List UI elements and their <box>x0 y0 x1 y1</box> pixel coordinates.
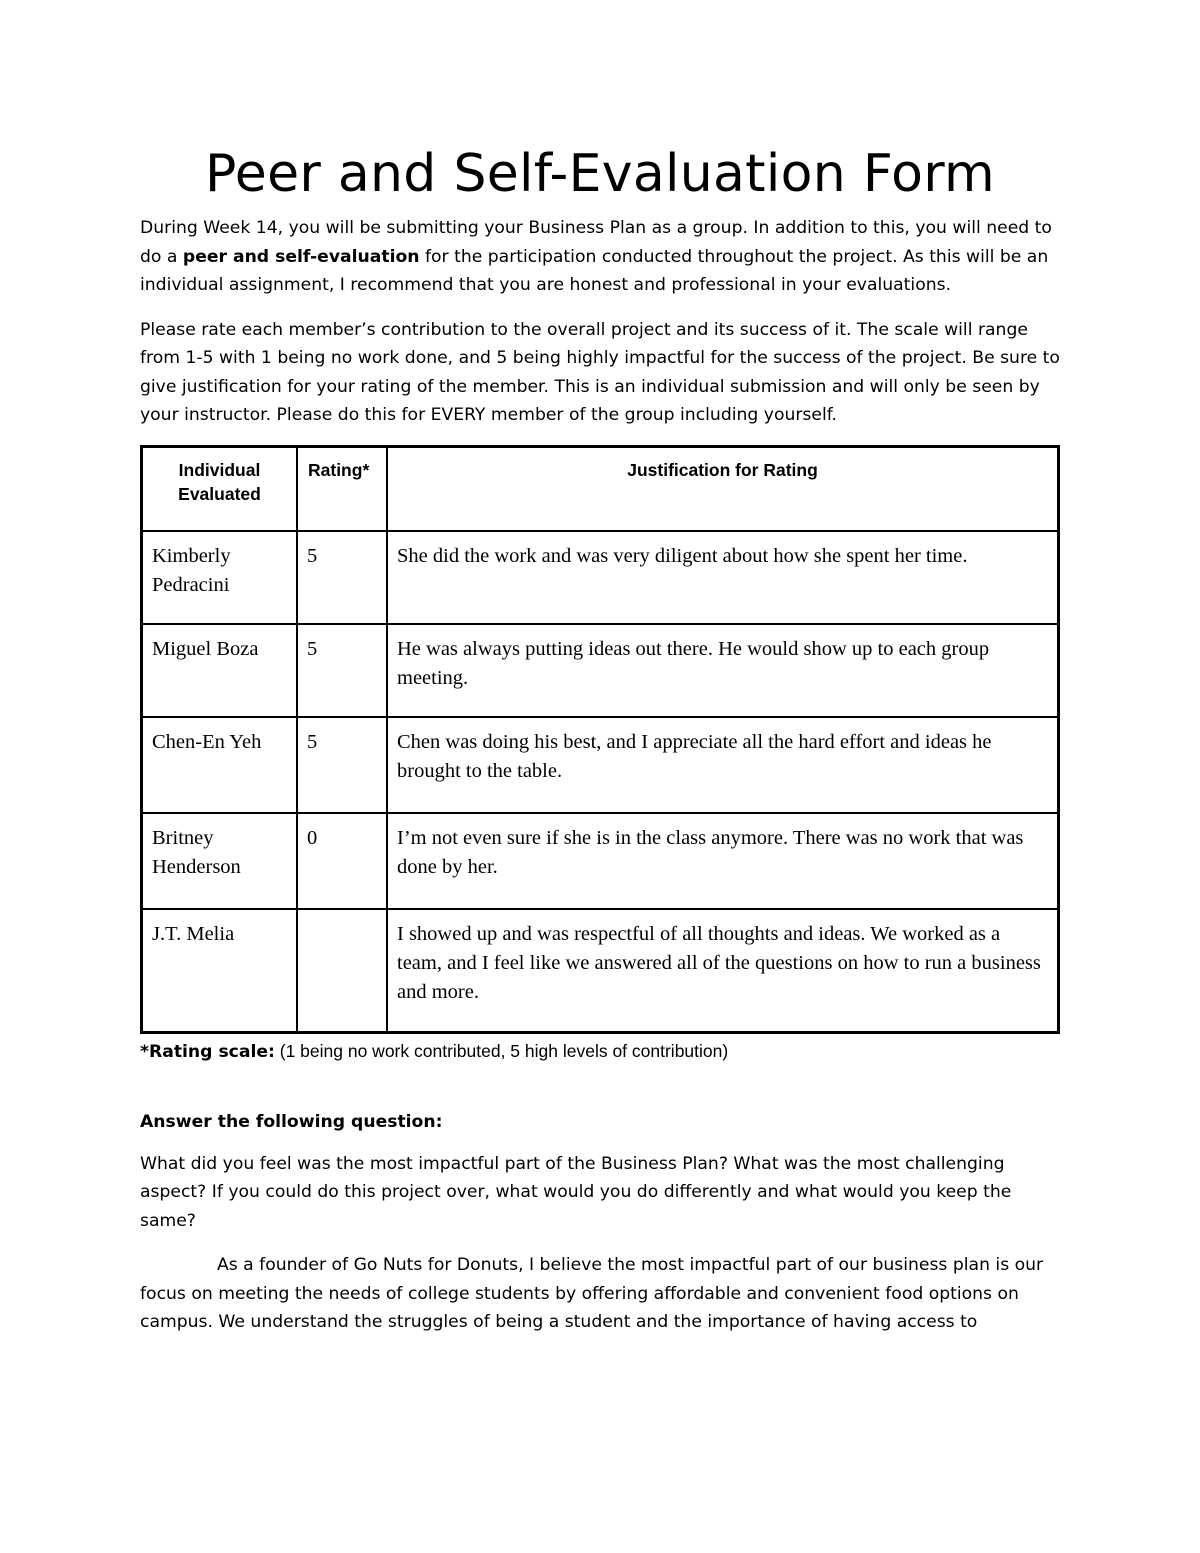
member-name: Miguel Boza <box>142 624 298 717</box>
header-justification: Justification for Rating <box>387 446 1059 531</box>
header-rating: Rating* <box>297 446 387 531</box>
member-name: J.T. Melia <box>142 909 298 1033</box>
intro-text-b: for the participation conducted throughout the project. As this will be an individual assignment, I recommend that you are honest and professional in your evaluations. <box>140 246 1049 295</box>
member-justification: Chen was doing his best, and I appreciate all the hard effort and ideas he brought to the table. <box>387 717 1059 813</box>
table-row <box>142 909 1059 1033</box>
table-row <box>142 624 1059 717</box>
intro-paragraph-2: Please rate each member’s contribution to the overall project and its success of it. The scale will range from 1-5 with 1 being no work done, and 5 being highly impactful for the success of the project. Be sure to give justification for your rating of the member. This is an individual submission and will only be seen by your instructor. Please do this for EVERY member of the group including yourself. <box>140 319 1060 425</box>
member-rating: 0 <box>297 813 387 909</box>
evaluation-table <box>140 445 1060 1034</box>
member-name: Chen-En Yeh <box>142 717 298 813</box>
table-row <box>142 717 1059 813</box>
rating-scale-text: (1 being no work contributed, 5 high levels of contribution) <box>274 1040 729 1061</box>
intro-paragraph-1 <box>140 214 1060 300</box>
member-justification: I’m not even sure if she is in the class anymore. There was no work that was done by her. <box>387 813 1059 909</box>
table-row <box>142 813 1059 909</box>
member-name: Britney Henderson <box>142 813 298 909</box>
rating-scale-note <box>140 1037 1060 1066</box>
question-text: What did you feel was the most impactful part of the Business Plan? What was the most challenging aspect? If you could do this project over, what would you do differently and what would you keep the same? <box>140 1153 1012 1231</box>
member-rating <box>297 909 387 1033</box>
member-rating: 5 <box>297 717 387 813</box>
member-rating: 5 <box>297 624 387 717</box>
document-page <box>140 138 1060 1337</box>
header-individual: Individual Evaluated <box>142 446 298 531</box>
table-header-row <box>142 446 1059 531</box>
intro-text-bold: peer and self-evaluation <box>182 246 420 267</box>
rating-scale-label: *Rating scale: <box>140 1041 275 1062</box>
page-title: Peer and Self-Evaluation Form <box>204 144 996 204</box>
member-justification: He was always putting ideas out there. He would show up to each group meeting. <box>387 624 1059 717</box>
answer-text: As a founder of Go Nuts for Donuts, I believe the most impactful part of our business plan is our focus on meeting the needs of college students by offering affordable and convenient food options on campus. We understand the struggles of being a student and the importance of having access to <box>140 1255 1044 1332</box>
member-name: Kimberly Pedracini <box>142 531 298 624</box>
member-justification: She did the work and was very diligent about how she spent her time. <box>387 531 1059 624</box>
table-row <box>142 531 1059 624</box>
intro-text-a: During Week 14, you will be submitting your Business Plan as a group. In addition to this, you will need to do a <box>140 218 1052 267</box>
question-heading: Answer the following question: <box>140 1111 443 1132</box>
member-justification: I showed up and was respectful of all thoughts and ideas. We worked as a team, and I feel like we answered all of the questions on how to run a business and more. <box>387 909 1059 1033</box>
member-rating: 5 <box>297 531 387 624</box>
